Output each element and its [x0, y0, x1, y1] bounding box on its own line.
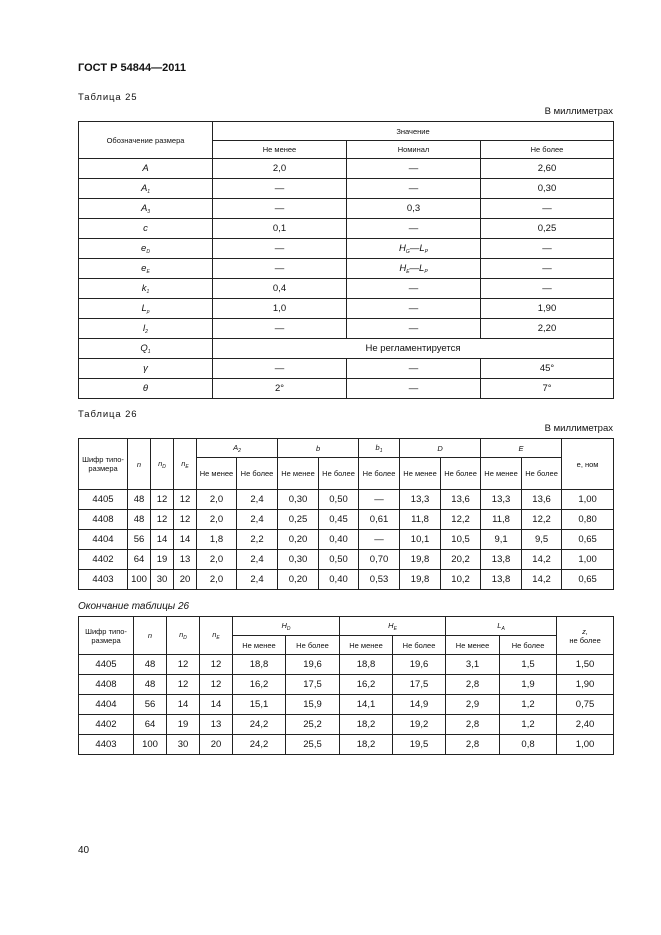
t26-cell: 4402: [79, 550, 128, 570]
t26-header-nD: [151, 439, 174, 490]
t26b-header-HD-sub: D: [286, 625, 291, 632]
t25-symbol-sub: 1: [146, 288, 150, 295]
t26-cell: 12: [151, 510, 174, 530]
t26b-row: [79, 715, 614, 735]
t25-cell-min: —: [213, 359, 347, 379]
t25-cell-nominal: —: [347, 319, 481, 339]
page-number: 40: [78, 845, 90, 856]
t25-cell-nominal: —: [347, 179, 481, 199]
t25-cell-symbol: [79, 259, 213, 279]
t26-row: [79, 530, 614, 550]
t26-header-b1-sub: 1: [379, 447, 383, 454]
t26b-header-code: Шифр типо-размера: [79, 617, 134, 655]
t25-header-value: Значение: [213, 122, 614, 141]
t25-cell-symbol: [79, 339, 213, 359]
t26-header-nE-sub: E: [185, 463, 189, 470]
t26-header-nE: [174, 439, 197, 490]
t26-cell: 0,70: [359, 550, 400, 570]
t25-cell-min: —: [213, 319, 347, 339]
t26-cell: 4404: [79, 530, 128, 550]
t25-header-max: Не более: [481, 141, 614, 159]
t26-cell: 14: [151, 530, 174, 550]
t26-row: [79, 550, 614, 570]
t26-cell: 0,40: [319, 570, 359, 590]
t26b-cell: 12: [167, 655, 200, 675]
t26-cell: 19,8: [400, 570, 441, 590]
t25-header-designation: Обозначение размера: [79, 122, 213, 159]
t26b-cell: 12: [200, 675, 233, 695]
t26-cell: 0,40: [319, 530, 359, 550]
t26-cell: 10,2: [441, 570, 481, 590]
t26b-header-LA: [446, 617, 557, 636]
t26b-cell: 12: [167, 675, 200, 695]
t26-cell: 12: [174, 490, 197, 510]
table26-caption: Таблица 26: [78, 409, 138, 420]
t26b-cell: 1,9: [500, 675, 557, 695]
t26b-cell: 12: [200, 655, 233, 675]
t25-nom-dash: —: [409, 262, 420, 274]
t25-cell-merged: Не регламентируется: [213, 339, 614, 359]
t26b-cell: 19,6: [393, 655, 446, 675]
t25-cell-nominal: —: [347, 219, 481, 239]
t26-cell: 1,00: [562, 550, 614, 570]
t26-header-D: [400, 439, 481, 458]
table26-unit: В миллиметрах: [544, 423, 613, 434]
t25-row: [79, 359, 614, 379]
t26-cell: 9,5: [522, 530, 562, 550]
t25-cell-symbol: [79, 239, 213, 259]
t26-sub-min: Не менее: [278, 458, 319, 490]
t26b-cell: 2,8: [446, 735, 500, 755]
t25-cell-min: 2°: [213, 379, 347, 399]
t26b-header-nD-label: n: [179, 630, 184, 639]
t26b-cell: 2,8: [446, 675, 500, 695]
t26b-cell: 17,5: [393, 675, 446, 695]
t25-row: [79, 279, 614, 299]
t26-cell: 0,25: [278, 510, 319, 530]
t26b-cell: 19,5: [393, 735, 446, 755]
t26-header-b: [278, 439, 359, 458]
t26b-header-z-label: z,: [582, 626, 588, 636]
t26-cell: 13,3: [481, 490, 522, 510]
t25-symbol-sub: 3: [147, 208, 151, 215]
t25-nom-a: H: [399, 262, 407, 274]
t25-nom-b: L: [419, 262, 425, 274]
t26b-cell: 14: [167, 695, 200, 715]
t26b-sub-min: Не менее: [233, 636, 286, 655]
t26b-cell: 100: [134, 735, 167, 755]
t26-cell: 0,20: [278, 570, 319, 590]
t25-cell-min: —: [213, 199, 347, 219]
t26-cell: 56: [128, 530, 151, 550]
t25-cell-max: —: [481, 239, 614, 259]
t26b-cell: 18,2: [340, 715, 393, 735]
t25-nom-b-sub: P: [424, 268, 428, 275]
t26b-cell: 1,90: [557, 675, 614, 695]
t26-cell: 2,0: [197, 490, 237, 510]
t26b-cell: 24,2: [233, 735, 286, 755]
t25-cell-max: —: [481, 199, 614, 219]
t26b-row: [79, 735, 614, 755]
t26b-cell: 1,2: [500, 695, 557, 715]
t26b-cell: 18,8: [233, 655, 286, 675]
t25-cell-min: 1,0: [213, 299, 347, 319]
t26-cell: 20: [174, 570, 197, 590]
t26-row: [79, 490, 614, 510]
t26b-row: [79, 655, 614, 675]
t26b-header-HD-label: H: [281, 620, 287, 630]
t25-cell-min: 0,1: [213, 219, 347, 239]
t25-row: [79, 159, 614, 179]
t25-nom-b: L: [419, 242, 425, 254]
t26-cell: 0,20: [278, 530, 319, 550]
table26: [78, 438, 614, 590]
t26-header-A2-label: A: [233, 442, 239, 452]
t25-symbol: θ: [142, 382, 149, 394]
t26-cell: 2,0: [197, 550, 237, 570]
t25-symbol: A: [140, 202, 148, 214]
t26b-cell: 18,8: [340, 655, 393, 675]
t26b-cell: 4403: [79, 735, 134, 755]
t26-cell: 0,65: [562, 530, 614, 550]
t26-header-A2: [197, 439, 278, 458]
t25-symbol-sub: p: [146, 308, 150, 315]
t26b-cell: 56: [134, 695, 167, 715]
t26b-cell: 48: [134, 655, 167, 675]
t26-sub-max: Не более: [441, 458, 481, 490]
t26-header-e-nom: e, ном: [562, 439, 614, 490]
t26b-cell: 16,2: [340, 675, 393, 695]
t25-row: [79, 299, 614, 319]
t26b-cell: 25,5: [286, 735, 340, 755]
t26-cell: 10,1: [400, 530, 441, 550]
t25-row: [79, 319, 614, 339]
t26-header-E: [481, 439, 562, 458]
t26-cell: 0,30: [278, 550, 319, 570]
t26-cell: 0,53: [359, 570, 400, 590]
t25-cell-min: 0,4: [213, 279, 347, 299]
t25-nom-a-sub: G: [405, 248, 410, 255]
t26-sub-max: Не более: [359, 458, 400, 490]
t26b-header-nD-sub: D: [183, 635, 187, 641]
t25-symbol-sub: 2: [145, 328, 148, 335]
t25-row: [79, 239, 614, 259]
t26-cell: 0,80: [562, 510, 614, 530]
t26-row: [79, 510, 614, 530]
t26b-cell: 1,50: [557, 655, 614, 675]
t26-cell: 2,4: [237, 490, 278, 510]
t25-symbol-sub: D: [146, 248, 150, 255]
t25-nom-b-sub: P: [424, 248, 428, 255]
t26-cell: 19,8: [400, 550, 441, 570]
t26b-cell: 19,2: [393, 715, 446, 735]
t26b-header-LA-sub: A: [501, 625, 505, 632]
t25-cell-nominal: —: [347, 159, 481, 179]
t26b-cell: 25,2: [286, 715, 340, 735]
t26b-cell: 15,1: [233, 695, 286, 715]
t26-cell: 4403: [79, 570, 128, 590]
t26b-cell: 4405: [79, 655, 134, 675]
t26-sub-max: Не более: [522, 458, 562, 490]
t25-cell-symbol: [79, 299, 213, 319]
t26-cell: 20,2: [441, 550, 481, 570]
t25-cell-symbol: [79, 159, 213, 179]
t26-cell: 13,6: [522, 490, 562, 510]
t25-row: [79, 259, 614, 279]
t26-cell: 12: [151, 490, 174, 510]
t25-cell-max: —: [481, 279, 614, 299]
t26-cell: 2,4: [237, 570, 278, 590]
t26b-cell: 3,1: [446, 655, 500, 675]
t25-symbol-sub: 1: [147, 188, 151, 195]
t26b-cell: 19: [167, 715, 200, 735]
t26-row: [79, 570, 614, 590]
t26b-header-z-note: не более: [569, 635, 601, 645]
t26-cell: 1,8: [197, 530, 237, 550]
t25-cell-min: 2,0: [213, 159, 347, 179]
t26-cell: 0,30: [278, 490, 319, 510]
t26-cell: 13,6: [441, 490, 481, 510]
t26b-header-HE-label: H: [388, 620, 394, 630]
t26b-sub-min: Не менее: [340, 636, 393, 655]
t25-nom-a-sub: E: [406, 268, 410, 275]
t25-symbol: l: [143, 322, 146, 334]
t26b-cell: 48: [134, 675, 167, 695]
t25-cell-nominal: [347, 259, 481, 279]
t26-cell: 12,2: [522, 510, 562, 530]
t26-cell: 0,45: [319, 510, 359, 530]
t26-cell: 9,1: [481, 530, 522, 550]
t26b-cell: 19,6: [286, 655, 340, 675]
t26-sub-min: Не менее: [197, 458, 237, 490]
table25-unit: В миллиметрах: [544, 106, 613, 117]
t26-header-b1-label: b: [375, 442, 380, 452]
t26b-cell: 0,8: [500, 735, 557, 755]
t26-sub-max: Не более: [319, 458, 359, 490]
t26b-header-HE: [340, 617, 446, 636]
t26b-body: [79, 655, 614, 755]
t26-cell: 2,0: [197, 570, 237, 590]
t26-cell: 13,3: [400, 490, 441, 510]
t26-cell: 19: [151, 550, 174, 570]
t25-cell-nominal: —: [347, 299, 481, 319]
t26-header-A2-sub: 2: [238, 447, 241, 454]
t26b-cell: 4408: [79, 675, 134, 695]
t25-symbol: A: [142, 162, 149, 174]
t25-cell-max: 0,25: [481, 219, 614, 239]
t26b-cell: 2,9: [446, 695, 500, 715]
t26b-cell: 1,2: [500, 715, 557, 735]
t26-cell: 12: [174, 510, 197, 530]
t26-cell: 0,50: [319, 490, 359, 510]
t26-cell: 30: [151, 570, 174, 590]
t26-cell: 0,65: [562, 570, 614, 590]
t26-cell: 48: [128, 490, 151, 510]
t26b-cell: 64: [134, 715, 167, 735]
t26b-header-HD: [233, 617, 340, 636]
t25-row: [79, 199, 614, 219]
t25-symbol: c: [143, 222, 148, 234]
t26b-cell: 1,00: [557, 735, 614, 755]
t26b-row: [79, 675, 614, 695]
t26b-sub-max: Не более: [393, 636, 446, 655]
t25-cell-symbol: [79, 179, 213, 199]
t25-cell-symbol: [79, 279, 213, 299]
t26-cell: 10,5: [441, 530, 481, 550]
t26b-cell: 0,75: [557, 695, 614, 715]
t25-cell-max: 2,60: [481, 159, 614, 179]
t25-symbol: Q: [140, 342, 148, 354]
t26b-cell: 24,2: [233, 715, 286, 735]
t26b-cell: 2,40: [557, 715, 614, 735]
t26b-cell: 17,5: [286, 675, 340, 695]
t26b-header-HE-sub: E: [393, 625, 397, 632]
t25-symbol: e: [141, 242, 147, 254]
t26-cell: 11,8: [400, 510, 441, 530]
t26b-cell: 30: [167, 735, 200, 755]
t25-nom-dash: —: [409, 242, 420, 254]
t25-symbol-sub: 1: [147, 348, 151, 355]
t25-cell-max: 0,30: [481, 179, 614, 199]
t26-cell: 4405: [79, 490, 128, 510]
t26b-cell: 18,2: [340, 735, 393, 755]
t26b-cell: 4404: [79, 695, 134, 715]
t26-header-b1: [359, 439, 400, 458]
t25-cell-max: 1,90: [481, 299, 614, 319]
t26b-header-nE-sub: E: [216, 635, 220, 641]
t25-cell-max: 7°: [481, 379, 614, 399]
t26-header-E-label: E: [518, 443, 524, 453]
t25-nom-a: H: [399, 242, 406, 254]
t26b-cell: 16,2: [233, 675, 286, 695]
table25: [78, 121, 614, 399]
t26-cell: 12,2: [441, 510, 481, 530]
t26-cell: 1,00: [562, 490, 614, 510]
table25-caption: Таблица 25: [78, 92, 138, 103]
t25-cell-max: 45°: [481, 359, 614, 379]
t25-symbol: A: [140, 182, 148, 194]
t25-cell-nominal: —: [347, 359, 481, 379]
t25-symbol: L: [141, 302, 147, 314]
t26-cell: 2,0: [197, 510, 237, 530]
document-header: ГОСТ Р 54844—2011: [78, 62, 186, 74]
t26b-cell: 20: [200, 735, 233, 755]
t25-row: [79, 219, 614, 239]
t25-row: [79, 379, 614, 399]
t26-header-n: [128, 439, 151, 490]
t26-cell: 100: [128, 570, 151, 590]
t25-cell-symbol: [79, 219, 213, 239]
t26b-row: [79, 695, 614, 715]
t26b-cell: 14,1: [340, 695, 393, 715]
t26b-header-nE-label: n: [212, 630, 217, 639]
t26b-header-n-label: n: [147, 631, 153, 640]
t26-cell: 14: [174, 530, 197, 550]
t25-header-nominal: Номинал: [347, 141, 481, 159]
t25-symbol-sub: E: [146, 268, 150, 275]
t26-cell: 14,2: [522, 550, 562, 570]
t26b-header-nE: [200, 617, 233, 655]
t25-row: [79, 339, 614, 359]
t25-cell-nominal: —: [347, 279, 481, 299]
t26-sub-min: Не менее: [400, 458, 441, 490]
t25-cell-symbol: [79, 359, 213, 379]
table26b-caption: Окончание таблицы 26: [78, 601, 190, 612]
t26-header-b-label: b: [315, 443, 321, 453]
t26-cell: 0,50: [319, 550, 359, 570]
t26-cell: 48: [128, 510, 151, 530]
t26-cell: 64: [128, 550, 151, 570]
t26-cell: —: [359, 530, 400, 550]
t25-symbol: e: [141, 262, 147, 274]
t26b-cell: 14,9: [393, 695, 446, 715]
t26b-cell: 1,5: [500, 655, 557, 675]
t25-header-min: Не менее: [213, 141, 347, 159]
t25-cell-min: —: [213, 239, 347, 259]
t26-cell: 11,8: [481, 510, 522, 530]
t26-header-n-label: n: [136, 459, 142, 469]
t26b-cell: 2,8: [446, 715, 500, 735]
t26b-header-nD: [167, 617, 200, 655]
t25-cell-nominal: 0,3: [347, 199, 481, 219]
t25-symbol: k: [141, 282, 147, 294]
t26-sub-max: Не более: [237, 458, 278, 490]
t25-symbol: γ: [143, 362, 148, 374]
t25-cell-max: —: [481, 259, 614, 279]
t25-row: [79, 179, 614, 199]
t25-cell-symbol: [79, 199, 213, 219]
t26b-cell: 15,9: [286, 695, 340, 715]
t25-cell-max: 2,20: [481, 319, 614, 339]
table26-continuation: [78, 616, 614, 755]
t25-cell-symbol: [79, 379, 213, 399]
t25-cell-nominal: —: [347, 379, 481, 399]
t26-cell: 14,2: [522, 570, 562, 590]
t26b-header-n: [134, 617, 167, 655]
t26-cell: 2,4: [237, 510, 278, 530]
t25-cell-min: —: [213, 259, 347, 279]
t26b-header-z: [557, 617, 614, 655]
t26-cell: 2,2: [237, 530, 278, 550]
t26b-cell: 13: [200, 715, 233, 735]
t26-cell: 13,8: [481, 570, 522, 590]
t26-cell: —: [359, 490, 400, 510]
t26b-sub-max: Не более: [286, 636, 340, 655]
t26b-cell: 4402: [79, 715, 134, 735]
t26-cell: 2,4: [237, 550, 278, 570]
t26-header-D-label: D: [437, 443, 443, 453]
t25-cell-nominal: [347, 239, 481, 259]
t26-cell: 4408: [79, 510, 128, 530]
t26b-sub-min: Не менее: [446, 636, 500, 655]
t26-header-nD-label: n: [158, 458, 163, 468]
t26-header-nE-label: n: [181, 458, 186, 468]
t26-body: [79, 490, 614, 590]
t26-header-code: Шифр типо-размера: [79, 439, 128, 490]
t26-cell: 13: [174, 550, 197, 570]
t26b-header-LA-label: L: [497, 620, 502, 630]
t25-body: [79, 159, 614, 399]
t26-sub-min: Не менее: [481, 458, 522, 490]
t26-cell: 13,8: [481, 550, 522, 570]
t26b-sub-max: Не более: [500, 636, 557, 655]
t25-cell-symbol: [79, 319, 213, 339]
t26-cell: 0,61: [359, 510, 400, 530]
t26b-cell: 14: [200, 695, 233, 715]
t26-header-nD-sub: D: [162, 463, 166, 470]
t25-cell-min: —: [213, 179, 347, 199]
